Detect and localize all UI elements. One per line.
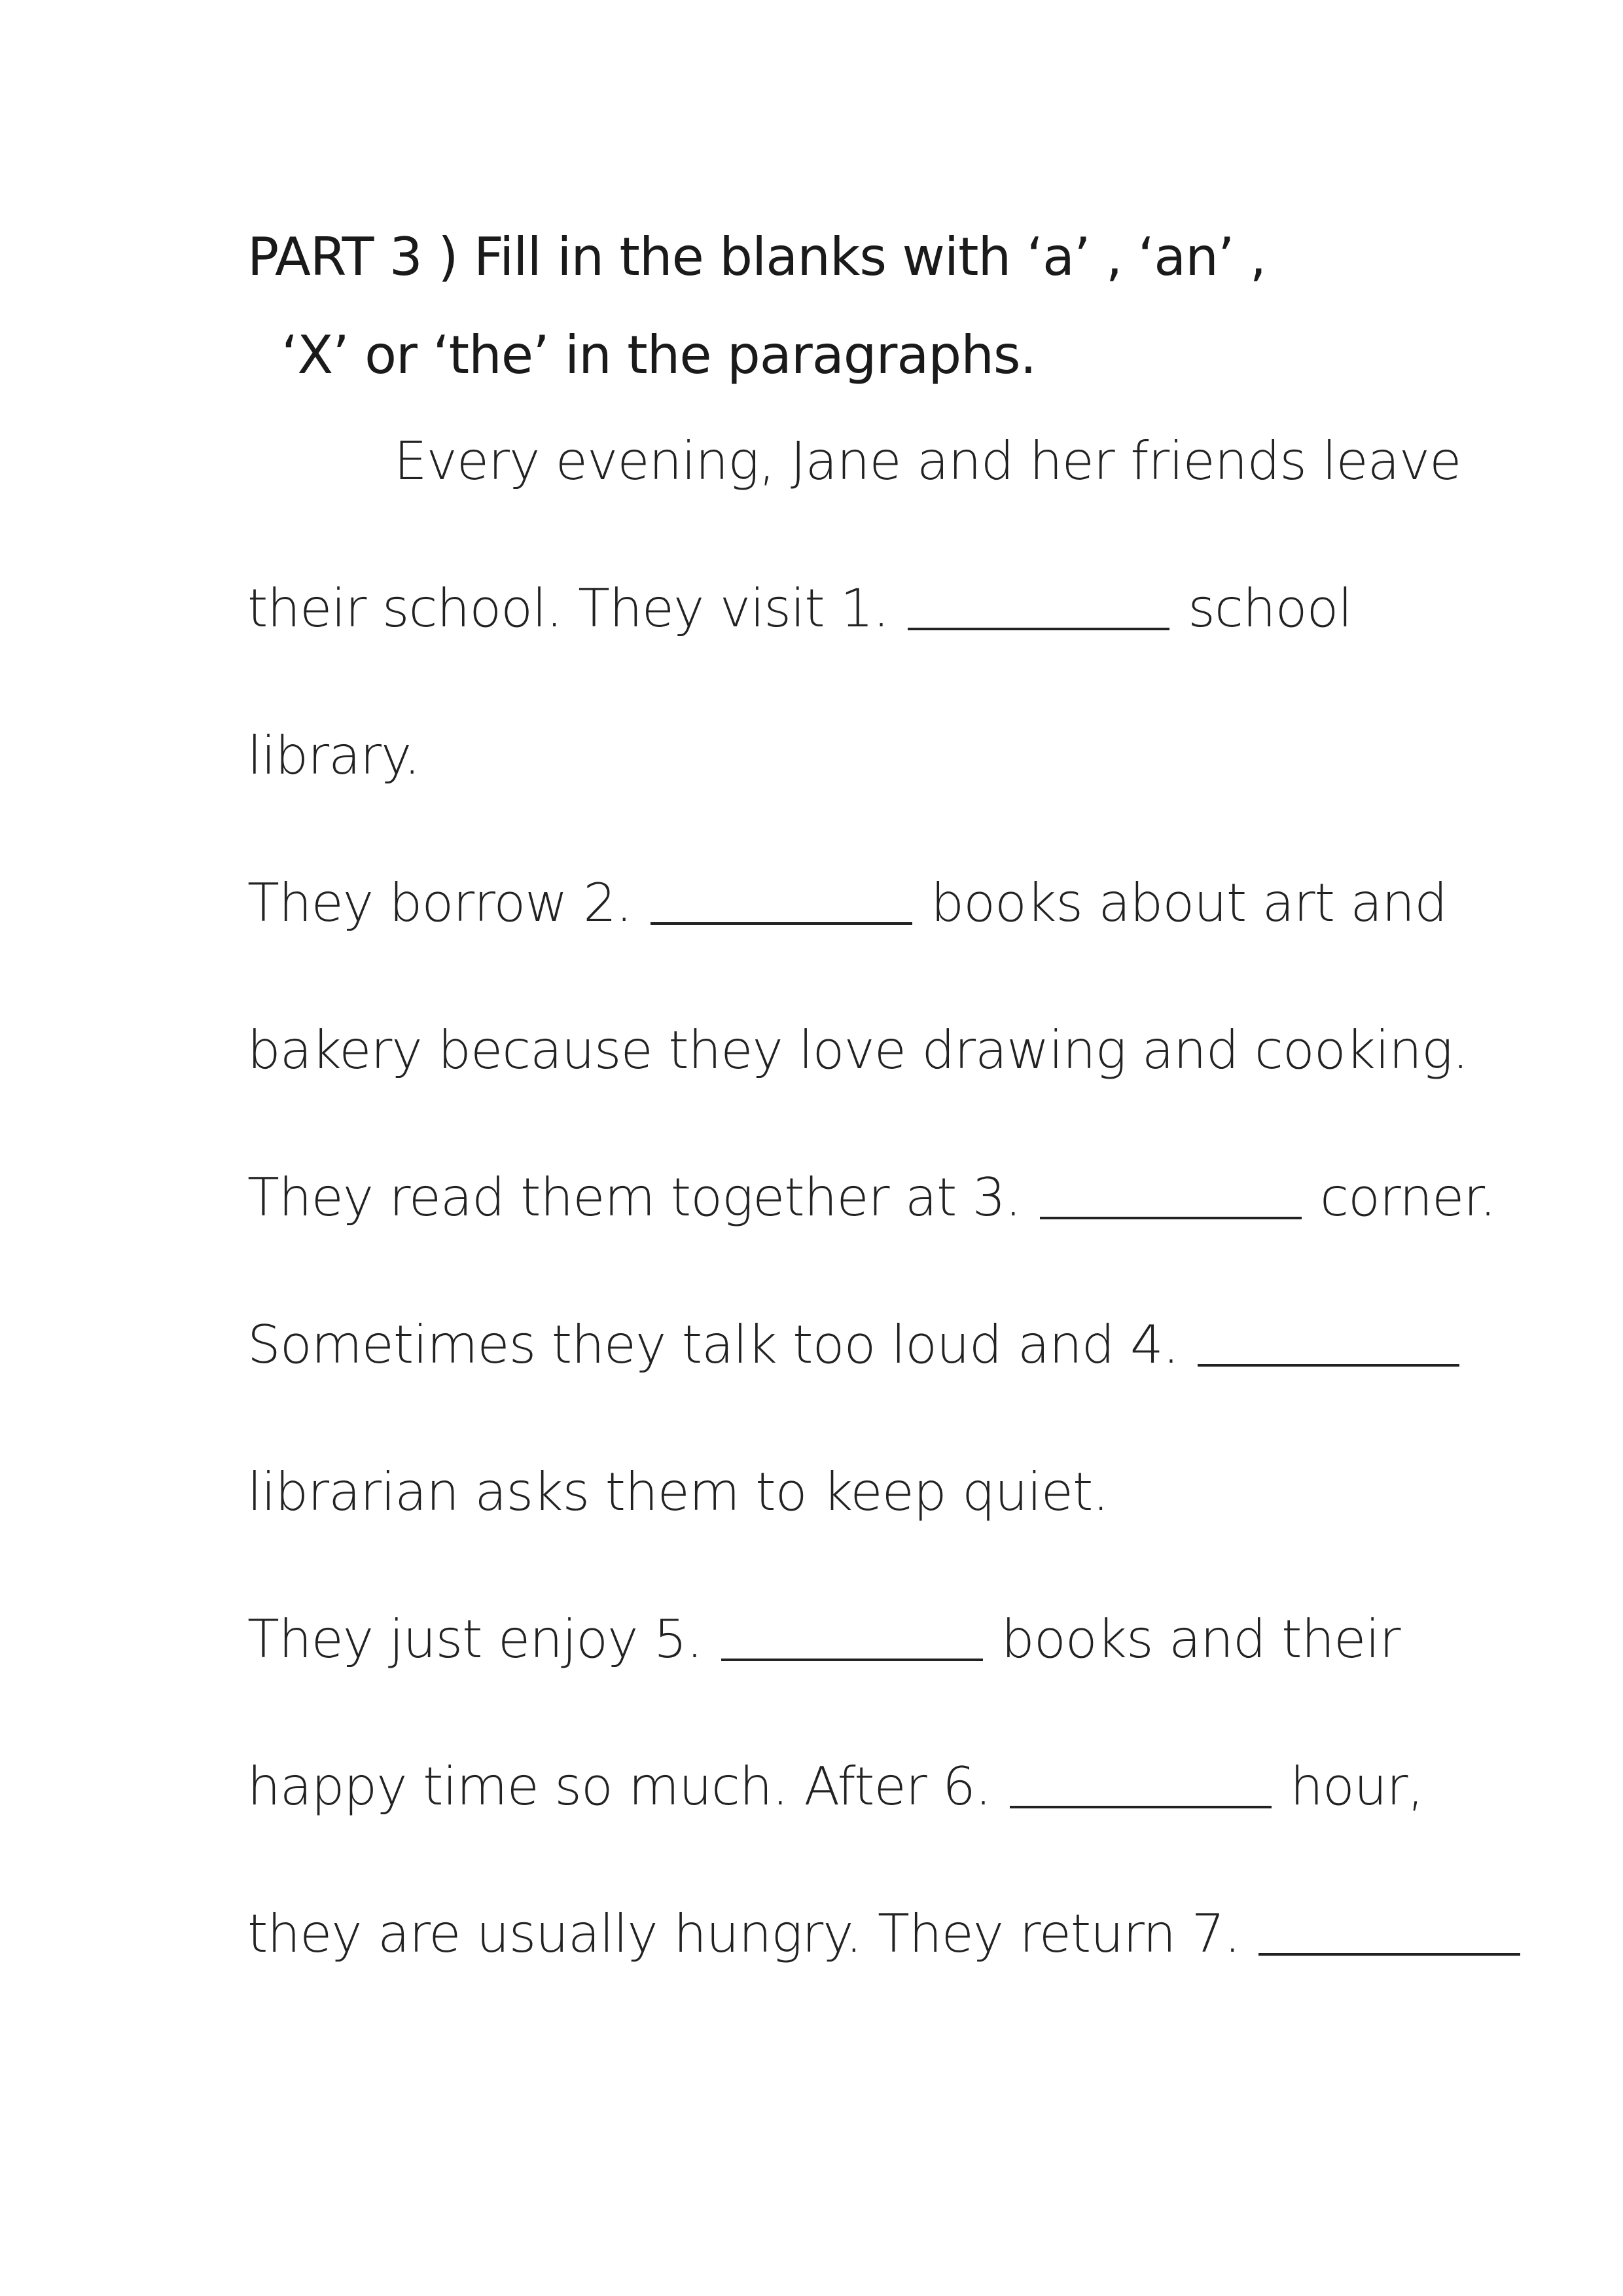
paragraph-line-10	[247, 1754, 1423, 1820]
blank-7[interactable]	[1258, 1953, 1520, 1956]
paragraph-line-6	[247, 1165, 1495, 1230]
blank-6[interactable]	[1010, 1806, 1272, 1808]
blank-3[interactable]	[1040, 1217, 1302, 1219]
paragraph-line-5	[247, 1018, 1468, 1083]
paragraph-line-4	[247, 870, 1447, 936]
line-text: they are usually hungry. They return 7.	[247, 1903, 1240, 1964]
line-text: Sometimes they talk too loud and 4.	[247, 1314, 1179, 1375]
paragraph-line-9	[247, 1607, 1400, 1672]
line-text: school	[1188, 578, 1352, 639]
blank-2[interactable]	[651, 922, 912, 925]
line-text: library.	[247, 725, 420, 786]
blank-5[interactable]	[721, 1659, 983, 1661]
line-text: They borrow 2.	[247, 872, 632, 933]
heading-line-1: PART 3 ) Fill in the blanks with ‘a’ , ‘an’ ,	[247, 226, 1266, 287]
line-text: corner.	[1319, 1167, 1496, 1228]
line-text: bakery because they love drawing and cooking.	[247, 1020, 1469, 1081]
line-text: their school. They visit 1.	[247, 578, 889, 639]
line-text: books and their	[1001, 1609, 1400, 1670]
heading-line-2: ‘X’ or ‘the’ in the paragraphs.	[281, 325, 1037, 386]
line-text: books about art and	[931, 872, 1447, 933]
blank-4[interactable]	[1198, 1364, 1459, 1367]
paragraph-line-8	[247, 1460, 1109, 1525]
line-text: librarian asks them to keep quiet.	[247, 1462, 1109, 1522]
line-text: hour,	[1290, 1756, 1423, 1817]
line-text: Every evening, Jane and her friends leave	[394, 431, 1461, 492]
blank-1[interactable]	[908, 628, 1169, 630]
instructions-heading	[247, 208, 1425, 404]
line-text: They read them together at 3.	[247, 1167, 1022, 1228]
paragraph-line-3	[247, 723, 419, 789]
line-text: They just enjoy 5.	[247, 1609, 703, 1670]
paragraph-line-7	[247, 1312, 1462, 1378]
paragraph-line-2	[247, 576, 1352, 641]
paragraph-line-1	[247, 429, 1461, 494]
paragraph-line-11	[247, 1901, 1523, 1967]
line-text: happy time so much. After 6.	[247, 1756, 991, 1817]
